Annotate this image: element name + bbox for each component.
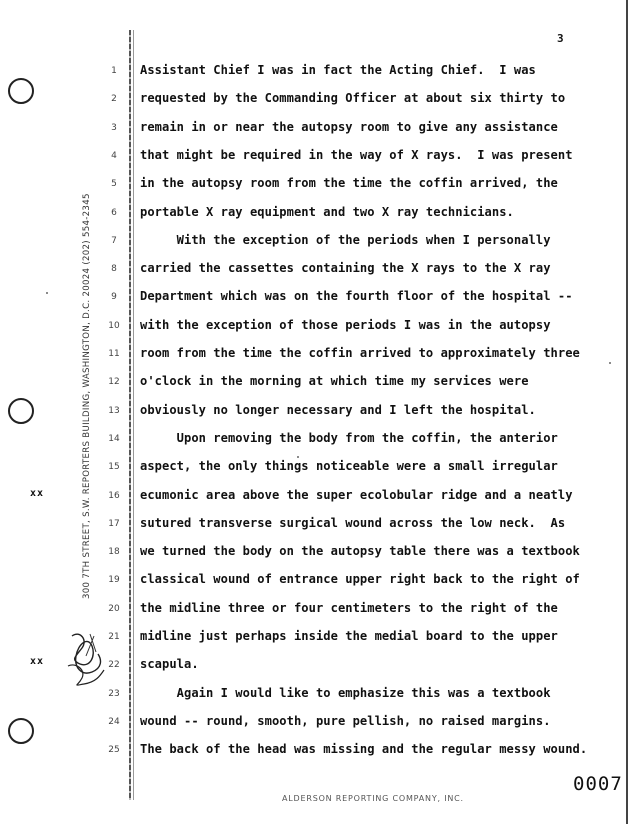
scan-speck — [297, 456, 299, 458]
transcript-line: o'clock in the morning at which time my services were — [140, 374, 529, 389]
line-number: 23 — [108, 688, 120, 699]
line-number: 10 — [108, 320, 120, 331]
transcript-line: aspect, the only things noticeable were a small irregular — [140, 459, 558, 474]
document-stamp-number: 0007 — [573, 773, 623, 795]
transcript-line: Department which was on the fourth floor of the hospital -- — [140, 289, 573, 304]
line-number: 12 — [108, 377, 120, 388]
transcript-line: in the autopsy room from the time the coffin arrived, the — [140, 176, 558, 191]
transcript-line: obviously no longer necessary and I left the hospital. — [140, 402, 536, 417]
transcript-line: room from the time the coffin arrived to approximately three — [140, 346, 580, 360]
page-right-edge — [626, 0, 628, 824]
line-number: 1 — [111, 66, 117, 76]
line-number: 19 — [108, 575, 120, 586]
transcript-line: Assistant Chief I was in fact the Acting Chief. I was — [140, 63, 536, 77]
line-number: 3 — [111, 122, 117, 133]
transcript-line: midline just perhaps inside the medial board to the upper — [140, 629, 558, 643]
transcript-line: classical wound of entrance upper right back to the right of — [140, 572, 580, 587]
line-number: 15 — [108, 462, 120, 473]
handwritten-signature — [62, 626, 110, 688]
scan-speck — [46, 292, 48, 294]
transcript-line: the midline three or four centimeters to the right of the — [140, 600, 558, 615]
line-number: 18 — [108, 547, 120, 558]
transcript-line: scapula. — [140, 657, 199, 672]
reporter-address-vertical: 300 7TH STREET, S.W. REPORTERS BUILDING, WASHINGTON, D.C. 20024 (202) 554-2345 — [82, 193, 92, 599]
line-number: 9 — [111, 292, 117, 303]
transcript-line: portable X ray equipment and two X ray technicians. — [140, 204, 514, 219]
line-number: 8 — [111, 264, 117, 275]
line-number: 21 — [108, 632, 120, 642]
line-number: 11 — [108, 349, 120, 359]
line-number: 20 — [108, 603, 120, 614]
page-number: 3 — [557, 32, 564, 45]
line-number: 25 — [108, 745, 120, 756]
line-number: 4 — [111, 150, 117, 161]
transcript-line: carried the cassettes containing the X rays to the X ray — [140, 261, 551, 276]
transcript-line: Upon removing the body from the coffin, the anterior — [140, 430, 558, 445]
line-number: 17 — [108, 518, 120, 529]
transcript-line: ecumonic area above the super ecolobular ridge and a neatly — [140, 487, 573, 502]
reporting-company-footer: ALDERSON REPORTING COMPANY, INC. — [282, 794, 464, 803]
transcript-line: With the exception of the periods when I personally — [140, 232, 551, 247]
punch-hole-bottom — [8, 718, 34, 744]
line-number: 6 — [111, 207, 117, 218]
punch-hole-top — [8, 78, 34, 104]
line-number: 2 — [111, 94, 117, 105]
line-number: 16 — [108, 490, 120, 501]
transcript-line: sutured transverse surgical wound across the low neck. As — [140, 515, 566, 530]
left-margin-rule — [129, 30, 131, 800]
line-number: 22 — [108, 660, 120, 671]
punch-hole-middle — [8, 398, 34, 424]
transcript-line: The back of the head was missing and the regular messy wound. — [140, 742, 588, 757]
transcript-line: with the exception of those periods I was in the autopsy — [140, 317, 551, 332]
line-number: 7 — [111, 235, 117, 246]
transcript-line: requested by the Commanding Officer at about six thirty to — [140, 91, 566, 106]
line-number: 5 — [111, 179, 117, 190]
transcript-line: that might be required in the way of X rays. I was present — [140, 147, 573, 162]
transcript-line: wound -- round, smooth, pure pellish, no raised margins. — [140, 713, 551, 728]
line-number: 13 — [108, 405, 120, 416]
transcript-line: we turned the body on the autopsy table there was a textbook — [140, 544, 580, 559]
line-number: 24 — [108, 716, 120, 727]
transcript-line: remain in or near the autopsy room to give any assistance — [140, 119, 558, 134]
line-number: 14 — [108, 433, 120, 444]
margin-mark: xx — [30, 488, 45, 499]
transcript-line: Again I would like to emphasize this was a textbook — [140, 685, 551, 700]
scan-speck — [609, 362, 611, 364]
left-margin-rule-inner — [133, 30, 134, 800]
margin-mark: xx — [30, 656, 45, 667]
